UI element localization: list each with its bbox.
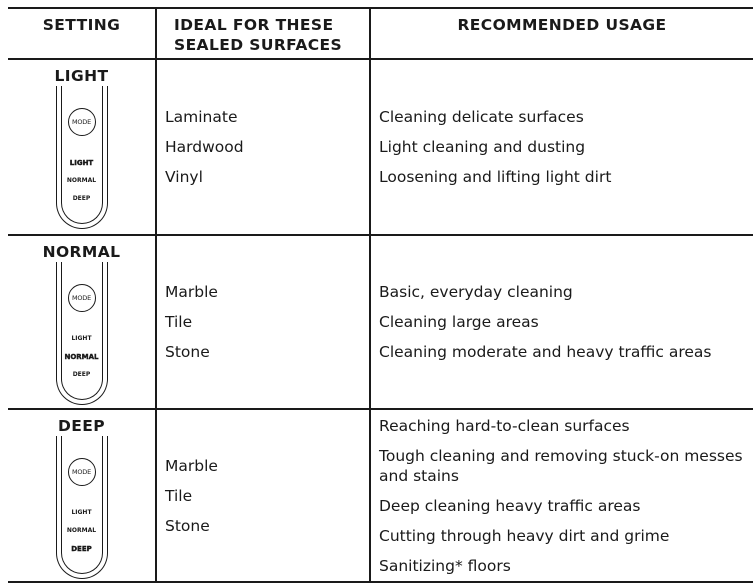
usage-item: Light cleaning and dusting xyxy=(379,138,586,156)
table-row-normal xyxy=(8,235,753,409)
usage-item: Cutting through heavy dirt and grime xyxy=(379,526,670,545)
level-deep-label: DEEP xyxy=(72,371,91,378)
header-surfaces xyxy=(156,8,370,59)
table-row-light xyxy=(8,59,753,235)
setting-cell xyxy=(8,59,156,235)
surface-item: Tile xyxy=(165,313,193,331)
usage-item: Sanitizing* floors xyxy=(379,556,511,575)
mode-button-icon: MODE xyxy=(68,458,96,486)
level-normal-label: NORMAL xyxy=(66,177,97,184)
header-surfaces-line1: IDEAL FOR THESE xyxy=(174,16,334,34)
surfaces-cell xyxy=(156,59,370,235)
usage-cell xyxy=(370,409,753,582)
surface-item: Laminate xyxy=(165,108,238,126)
mode-dial-icon xyxy=(56,262,108,405)
surfaces-cell xyxy=(156,409,370,582)
surface-item: Stone xyxy=(165,516,210,535)
level-deep-label: DEEP xyxy=(72,195,91,202)
surface-item: Marble xyxy=(165,283,218,301)
header-surfaces-line2: SEALED SURFACES xyxy=(174,36,343,54)
usage-item: Cleaning large areas xyxy=(379,313,539,331)
surfaces-cell xyxy=(156,235,370,409)
mode-dial-icon xyxy=(56,86,108,229)
level-light-label: LIGHT xyxy=(71,509,92,516)
level-deep-label: DEEP xyxy=(71,545,92,553)
surface-item: Stone xyxy=(165,343,210,361)
mode-button-icon: MODE xyxy=(68,284,96,312)
usage-cell xyxy=(370,59,753,235)
usage-item: Deep cleaning heavy traffic areas xyxy=(379,496,641,515)
surface-item: Vinyl xyxy=(165,168,203,186)
usage-item: Cleaning moderate and heavy traffic areas xyxy=(379,343,712,361)
usage-item: Tough cleaning and removing stuck-on messes and stains xyxy=(379,446,743,485)
settings-table xyxy=(8,7,753,583)
setting-name: NORMAL xyxy=(42,243,121,261)
usage-item: Cleaning delicate surfaces xyxy=(379,108,584,126)
usage-item: Basic, everyday cleaning xyxy=(379,283,573,301)
level-light-label: LIGHT xyxy=(71,335,92,342)
usage-item: Loosening and lifting light dirt xyxy=(379,168,612,186)
level-normal-label: NORMAL xyxy=(66,527,97,534)
mode-button-icon: MODE xyxy=(68,108,96,136)
level-light-label: LIGHT xyxy=(69,159,94,167)
usage-cell xyxy=(370,235,753,409)
setting-cell xyxy=(8,409,156,582)
surface-item: Tile xyxy=(165,486,193,505)
surface-item: Hardwood xyxy=(165,138,244,156)
header-setting: SETTING xyxy=(8,8,156,59)
level-normal-label: NORMAL xyxy=(64,353,99,361)
setting-name: LIGHT xyxy=(54,67,109,85)
header-usage: RECOMMENDED USAGE xyxy=(370,8,753,59)
header-row xyxy=(8,8,753,59)
surface-item: Marble xyxy=(165,456,218,475)
mode-dial-icon xyxy=(56,436,108,579)
setting-cell xyxy=(8,235,156,409)
table-row-deep xyxy=(8,409,753,582)
usage-item: Reaching hard-to-clean surfaces xyxy=(379,416,630,435)
setting-name: DEEP xyxy=(57,417,105,435)
